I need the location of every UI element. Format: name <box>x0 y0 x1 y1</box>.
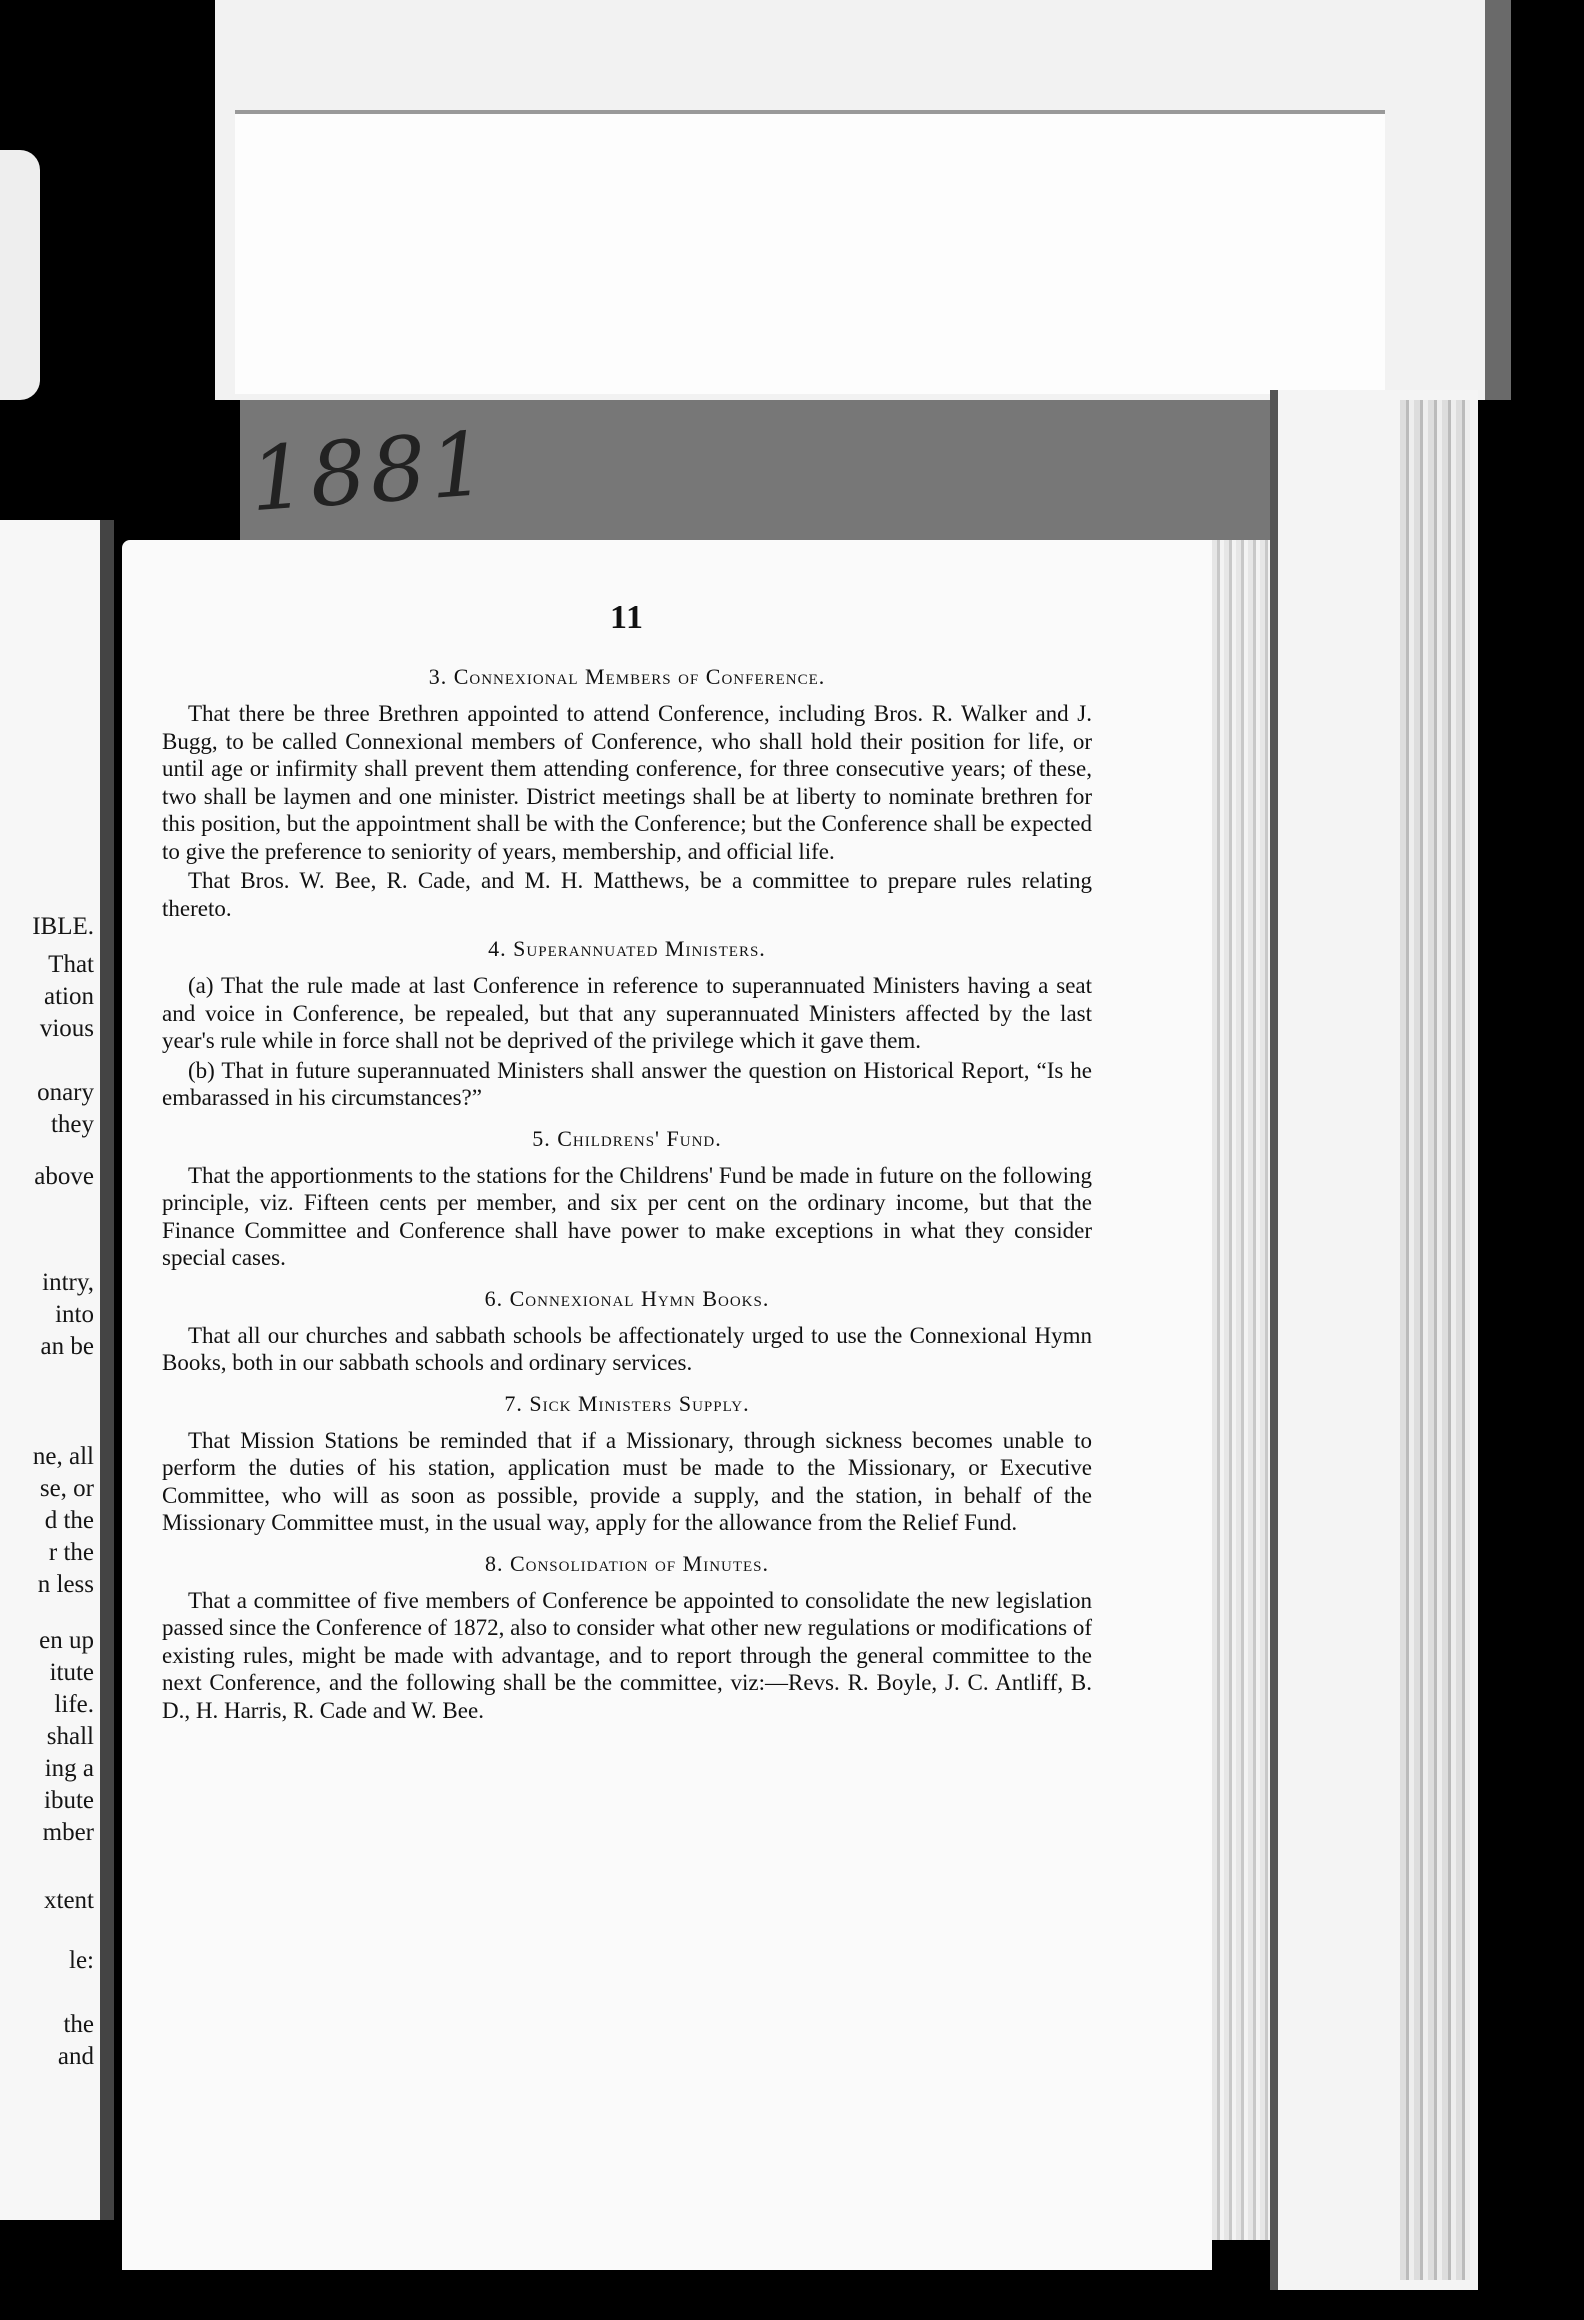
section-paragraph: That there be three Brethren appointed to attend Conference, including Bros. R. Walker and J. Bugg, to be called Connexional members of Conference, who shall hold their position for life, or until age or infirmity shall prevent them attending conference, for three consecutive years; of these, two shall be laymen and one minister. District meetings shall be at liberty to nominate brethren for this position, but the appointment shall be with the Conference; but the Conference shall be expected to give the preference to seniority of years, membership, and official life. <box>162 701 1092 864</box>
left-facing-page <box>0 520 114 2220</box>
section-paragraph: (a) That the rule made at last Conference in reference to superannuated Ministers having a seat and voice in Conference, be repealed, but that any superannuated Ministers affected by the last year's rule while in force shall not be deprived of the privilege which it gave them. <box>162 973 1092 1053</box>
left-page-text-fragment: d the <box>44 1507 94 1534</box>
left-page-text-fragment: onary <box>37 1079 94 1106</box>
left-page-text-fragment: r the <box>48 1539 94 1566</box>
left-page-text-fragment: ation <box>44 983 94 1010</box>
left-page-text-fragment: That <box>48 951 94 978</box>
section <box>162 1549 1092 1725</box>
left-page-text-fragment: mber <box>42 1819 94 1846</box>
left-page-text-fragment: le: <box>69 1947 94 1974</box>
section-heading: 3. Connexional Members of Conference. <box>428 664 826 689</box>
page-number: 11 <box>609 599 645 636</box>
section <box>162 934 1092 1112</box>
left-page-text-fragment: into <box>55 1301 94 1328</box>
left-page-text-fragment: ibute <box>44 1787 94 1814</box>
section-heading: 5. Childrens' Fund. <box>532 1125 722 1151</box>
left-page-text-fragment: shall <box>46 1723 94 1750</box>
section <box>162 662 1092 922</box>
section <box>162 1124 1092 1272</box>
section-paragraph: That the apportionments to the stations for the Childrens' Fund be made in future on the following principle, viz. Fifteen cents per member, and six per cent on the ordinary income, but that the Finance Committee and Conference shall have power to make exceptions in what they consider special cases. <box>162 1162 1092 1270</box>
section-heading: 4. Superannuated Ministers. <box>488 936 766 961</box>
left-page-text-fragment: and <box>57 2043 94 2070</box>
left-page-text-fragment: ing a <box>44 1755 94 1782</box>
section-paragraph: That a committee of five members of Conference be appointed to consolidate the new legislation passed since the Conference of 1872, also to consider what other new regulations or modifications of existing rules, might be made with advantage, and to report through the general committee to the next Conference, and the following shall be the committee, viz:—Revs. R. Boyle, J. C. Antliff, B. D., H. Harris, R. Cade and W. Bee. <box>162 1587 1092 1723</box>
section-paragraph: (b) That in future superannuated Ministers shall answer the question on Historical Report, “Is he embarassed in his circumstances?” <box>162 1057 1092 1110</box>
left-page-text-fragment: intry, <box>42 1269 94 1296</box>
section-heading: 6. Connexional Hymn Books. <box>484 1285 770 1311</box>
section-paragraph: That Bros. W. Bee, R. Cade, and M. H. Matthews, be a committee to prepare rules relating thereto. <box>162 868 1092 921</box>
left-page-text-fragment: n less <box>37 1571 94 1598</box>
left-page-text-fragment: itute <box>49 1659 94 1686</box>
left-page-text-fragment: they <box>50 1111 94 1138</box>
document-page <box>122 540 1212 2270</box>
torn-page-edges <box>1400 400 1470 2280</box>
left-page-text-fragment: an be <box>40 1333 94 1360</box>
section-heading: 7. Sick Ministers Supply. <box>504 1390 750 1416</box>
section <box>162 1389 1092 1537</box>
left-page-text-fragment: vious <box>39 1015 94 1042</box>
back-page <box>235 110 1385 394</box>
left-page-text-fragment: IBLE. <box>32 913 94 940</box>
left-edge-tab <box>0 150 40 400</box>
section <box>162 1284 1092 1377</box>
page-content <box>162 596 1092 1724</box>
left-page-text-fragment: life. <box>54 1691 94 1718</box>
left-page-text-fragment: above <box>34 1163 94 1190</box>
handwritten-year-note: 1881 <box>246 411 494 532</box>
left-page-text-fragment: en up <box>39 1627 94 1654</box>
left-page-text-fragment: ne, all <box>32 1443 94 1470</box>
section-paragraph: That Mission Stations be reminded that if a Missionary, through sickness becomes unable to perform the duties of his station, application must be made to the Missionary, or Executive Committee, who will as soon as possible, provide a supply, and the station, in behalf of the Missionary Committee must, in the usual way, apply for the allowance from the Relief Fund. <box>162 1427 1092 1535</box>
sections-container <box>162 662 1092 1724</box>
section-heading: 8. Consolidation of Minutes. <box>484 1550 770 1576</box>
left-page-text-fragment: xtent <box>44 1887 94 1914</box>
left-page-text-fragment: se, or <box>39 1475 94 1502</box>
section-paragraph: That all our churches and sabbath schools be affectionately urged to use the Connexional Hymn Books, both in our sabbath schools and ordinary services. <box>162 1322 1092 1375</box>
left-page-text-fragment: the <box>63 2011 94 2038</box>
